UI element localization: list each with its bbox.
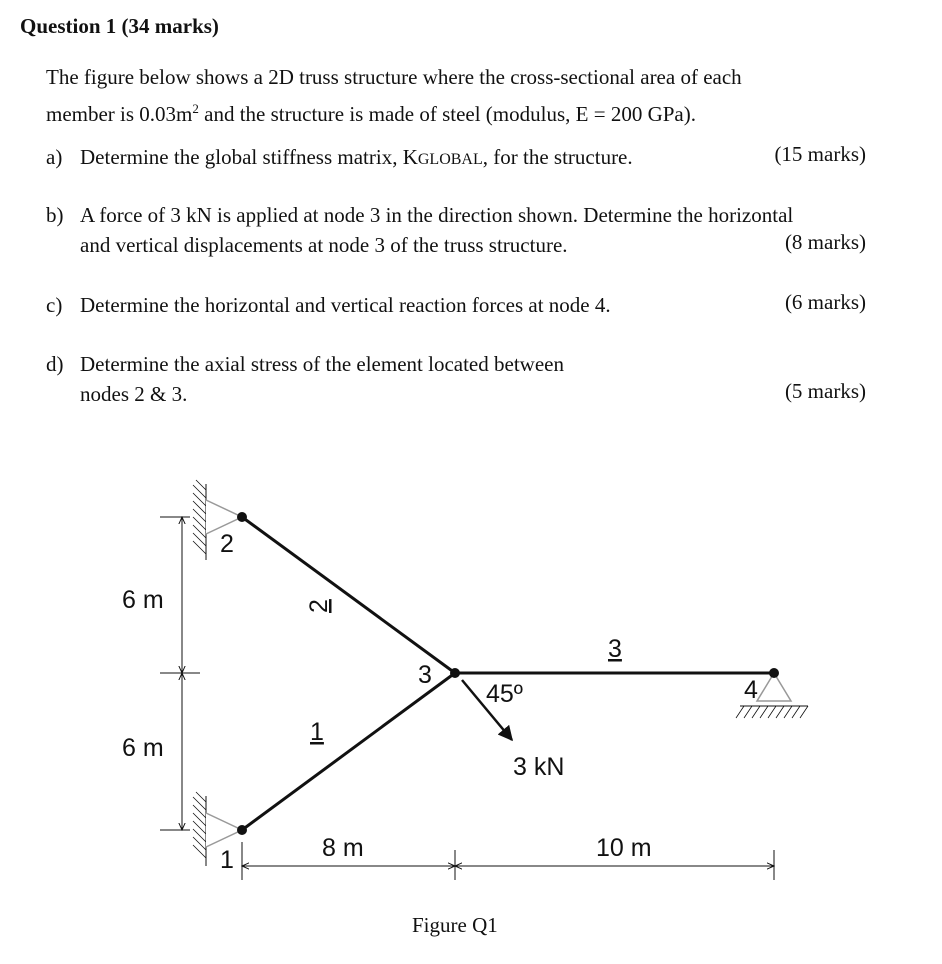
node-1 xyxy=(237,825,247,835)
element-label-3: 3 xyxy=(608,635,622,663)
node-3 xyxy=(450,668,460,678)
intro-line-2: member is $0.03m^2$ and the structure is made of steel (modulus, E = 200 GPa). xyxy=(46,101,696,126)
part-a-marks: (15 marks) xyxy=(774,142,866,166)
dim-vertical-bottom: 6 m xyxy=(122,734,164,762)
part-a: a) Determine the global stiffness matrix, KGLOBAL, for the structure. xyxy=(46,145,633,169)
node-label-3: 3 xyxy=(418,661,432,689)
vertical-dimension xyxy=(160,517,200,830)
load-magnitude: 3 kN xyxy=(513,753,565,781)
part-b: b) A force of 3 kN is applied at node 3 in the direction shown. Determine the horizontal and vertical displacements at node 3 of the truss structure. xyxy=(46,203,794,257)
node-label-2: 2 xyxy=(220,530,234,558)
dim-vertical-top: 6 m xyxy=(122,586,164,614)
part-c-marks: (6 marks) xyxy=(784,290,866,314)
element-label-2: 2 xyxy=(305,599,333,613)
figure-caption: Figure Q1 xyxy=(412,913,498,937)
node-label-4: 4 xyxy=(744,676,758,704)
element-label-1: 1 xyxy=(310,718,324,746)
support-node-1 xyxy=(193,792,242,866)
node-4 xyxy=(769,668,779,678)
question-heading: Question 1 (34 marks) xyxy=(20,14,219,38)
part-b-marks: (8 marks) xyxy=(784,230,866,254)
dim-horizontal-left: 8 m xyxy=(322,834,364,862)
node-label-1: 1 xyxy=(220,846,234,874)
dim-horizontal-right: 10 m xyxy=(596,834,652,862)
part-d-marks: (5 marks) xyxy=(784,379,866,403)
member-2 xyxy=(242,517,455,673)
part-c: c) Determine the horizontal and vertical reaction forces at node 4. xyxy=(46,293,611,317)
load-angle: 45º xyxy=(486,680,523,708)
part-d: d) Determine the axial stress of the element located between nodes 2 & 3. xyxy=(46,352,564,406)
member-1 xyxy=(242,673,455,830)
support-node-2 xyxy=(193,480,242,560)
node-2 xyxy=(237,512,247,522)
intro-line-1: The figure below shows a 2D truss structure where the cross-sectional area of each xyxy=(46,65,742,89)
